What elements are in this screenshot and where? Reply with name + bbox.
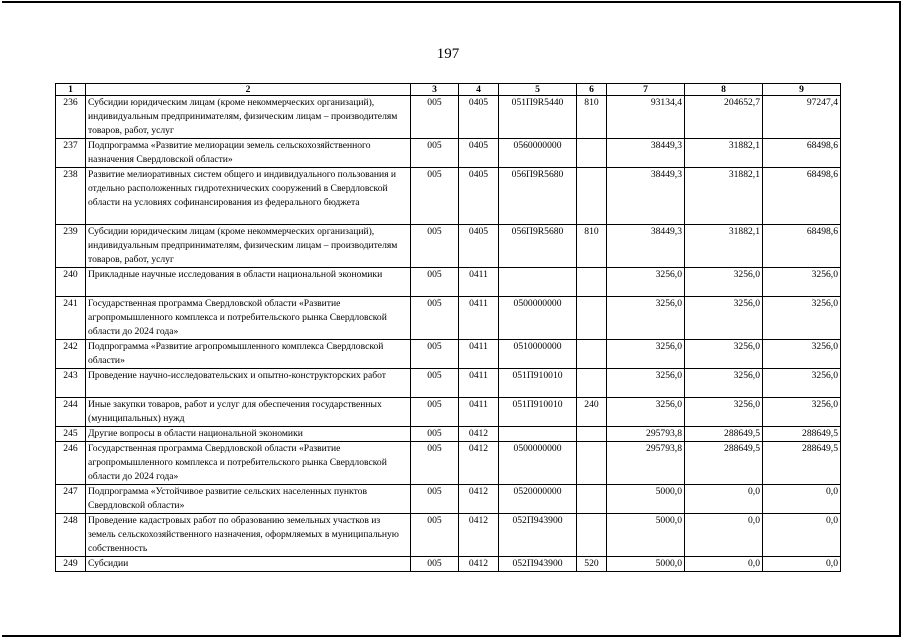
target-code-cell: 052П943900	[499, 514, 577, 557]
amount-year3-cell: 3256,0	[763, 268, 841, 297]
row-number-cell: 245	[56, 427, 86, 442]
amount-year3-cell: 3256,0	[763, 297, 841, 340]
admin-code-cell: 005	[411, 139, 459, 168]
expense-type-cell	[577, 369, 607, 398]
expense-type-cell	[577, 442, 607, 485]
table-row	[56, 514, 841, 557]
amount-year3-cell: 3256,0	[763, 369, 841, 398]
section-code-cell: 0411	[459, 297, 499, 340]
table-row	[56, 168, 841, 225]
column-header: 5	[499, 84, 577, 96]
amount-year3-cell: 97247,4	[763, 96, 841, 139]
amount-year3-cell: 288649,5	[763, 427, 841, 442]
row-number-cell: 243	[56, 369, 86, 398]
section-code-cell: 0412	[459, 514, 499, 557]
table-row	[56, 139, 841, 168]
row-number-cell: 249	[56, 557, 86, 572]
amount-year2-cell: 3256,0	[685, 297, 763, 340]
amount-year3-cell: 68498,6	[763, 168, 841, 225]
section-code-cell: 0411	[459, 398, 499, 427]
amount-year2-cell: 31882,1	[685, 225, 763, 268]
amount-year2-cell: 31882,1	[685, 168, 763, 225]
table-row	[56, 369, 841, 398]
amount-year2-cell: 288649,5	[685, 427, 763, 442]
expense-type-cell	[577, 485, 607, 514]
expense-type-cell	[577, 514, 607, 557]
expense-type-cell: 810	[577, 225, 607, 268]
amount-year2-cell: 3256,0	[685, 369, 763, 398]
amount-year3-cell: 0,0	[763, 485, 841, 514]
row-name-cell: Проведение научно-исследовательских и опытно-конструкторских работ	[86, 369, 411, 398]
target-code-cell: 0500000000	[499, 442, 577, 485]
target-code-cell: 0520000000	[499, 485, 577, 514]
section-code-cell: 0405	[459, 139, 499, 168]
amount-year1-cell: 295793,8	[607, 442, 685, 485]
amount-year3-cell: 3256,0	[763, 340, 841, 369]
amount-year1-cell: 5000,0	[607, 557, 685, 572]
table-row	[56, 225, 841, 268]
admin-code-cell: 005	[411, 340, 459, 369]
target-code-cell: 0500000000	[499, 297, 577, 340]
amount-year2-cell: 0,0	[685, 514, 763, 557]
row-number-cell: 242	[56, 340, 86, 369]
column-header: 3	[411, 84, 459, 96]
admin-code-cell: 005	[411, 268, 459, 297]
row-name-cell: Субсидии	[86, 557, 411, 572]
target-code-cell: 051П9R5440	[499, 96, 577, 139]
column-header: 1	[56, 84, 86, 96]
amount-year2-cell: 0,0	[685, 557, 763, 572]
column-header: 4	[459, 84, 499, 96]
section-code-cell: 0411	[459, 369, 499, 398]
expense-type-cell: 810	[577, 96, 607, 139]
table-body	[56, 96, 841, 572]
row-name-cell: Иные закупки товаров, работ и услуг для обеспечения государственных (муниципальных) нужд	[86, 398, 411, 427]
row-name-cell: Проведение кадастровых работ по образованию земельных участков из земель сельскохозяйственного назначения, оформляемых в муниципальную собственность	[86, 514, 411, 557]
section-code-cell: 0412	[459, 442, 499, 485]
section-code-cell: 0412	[459, 427, 499, 442]
expense-type-cell	[577, 340, 607, 369]
amount-year1-cell: 3256,0	[607, 369, 685, 398]
amount-year1-cell: 3256,0	[607, 297, 685, 340]
column-header: 7	[607, 84, 685, 96]
column-header: 8	[685, 84, 763, 96]
section-code-cell: 0412	[459, 485, 499, 514]
amount-year3-cell: 3256,0	[763, 398, 841, 427]
admin-code-cell: 005	[411, 297, 459, 340]
amount-year3-cell: 68498,6	[763, 225, 841, 268]
row-name-cell: Подпрограмма «Устойчивое развитие сельских населенных пунктов Свердловской области»	[86, 485, 411, 514]
amount-year1-cell: 5000,0	[607, 514, 685, 557]
amount-year2-cell: 31882,1	[685, 139, 763, 168]
table-row	[56, 268, 841, 297]
table-row	[56, 442, 841, 485]
admin-code-cell: 005	[411, 442, 459, 485]
page-number: 197	[436, 46, 460, 62]
amount-year1-cell: 3256,0	[607, 398, 685, 427]
target-code-cell	[499, 268, 577, 297]
row-number-cell: 244	[56, 398, 86, 427]
admin-code-cell: 005	[411, 398, 459, 427]
target-code-cell: 051П910010	[499, 398, 577, 427]
row-number-cell: 237	[56, 139, 86, 168]
amount-year1-cell: 38449,3	[607, 225, 685, 268]
expense-type-cell	[577, 268, 607, 297]
admin-code-cell: 005	[411, 96, 459, 139]
row-name-cell: Прикладные научные исследования в области национальной экономики	[86, 268, 411, 297]
amount-year3-cell: 288649,5	[763, 442, 841, 485]
section-code-cell: 0412	[459, 557, 499, 572]
target-code-cell: 056П9R5680	[499, 225, 577, 268]
row-number-cell: 247	[56, 485, 86, 514]
table-row	[56, 427, 841, 442]
amount-year2-cell: 3256,0	[685, 340, 763, 369]
row-number-cell: 238	[56, 168, 86, 225]
table-row	[56, 297, 841, 340]
row-name-cell: Подпрограмма «Развитие мелиорации земель сельскохозяйственного назначения Свердловской области»	[86, 139, 411, 168]
row-number-cell: 239	[56, 225, 86, 268]
row-name-cell: Субсидии юридическим лицам (кроме некоммерческих организаций), индивидуальным предпринимателям, физическим лицам – производителям товаров, работ, услуг	[86, 225, 411, 268]
target-code-cell: 056П9R5680	[499, 168, 577, 225]
target-code-cell: 052П943900	[499, 557, 577, 572]
amount-year3-cell: 0,0	[763, 514, 841, 557]
expense-type-cell: 240	[577, 398, 607, 427]
table-row	[56, 557, 841, 572]
column-header: 2	[86, 84, 411, 96]
row-name-cell: Субсидии юридическим лицам (кроме некоммерческих организаций), индивидуальным предпринимателям, физическим лицам – производителям товаров, работ, услуг	[86, 96, 411, 139]
section-code-cell: 0405	[459, 96, 499, 139]
expense-type-cell	[577, 168, 607, 225]
row-number-cell: 246	[56, 442, 86, 485]
amount-year3-cell: 0,0	[763, 557, 841, 572]
column-header: 6	[577, 84, 607, 96]
amount-year2-cell: 204652,7	[685, 96, 763, 139]
column-header: 9	[763, 84, 841, 96]
section-code-cell: 0411	[459, 268, 499, 297]
expense-type-cell: 520	[577, 557, 607, 572]
row-number-cell: 236	[56, 96, 86, 139]
target-code-cell	[499, 427, 577, 442]
row-name-cell: Государственная программа Свердловской области «Развитие агропромышленного комплекса и потребительского рынка Свердловской области до 2024 года»	[86, 297, 411, 340]
amount-year2-cell: 288649,5	[685, 442, 763, 485]
budget-table	[55, 83, 841, 572]
admin-code-cell: 005	[411, 485, 459, 514]
section-code-cell: 0405	[459, 225, 499, 268]
target-code-cell: 051П910010	[499, 369, 577, 398]
row-number-cell: 241	[56, 297, 86, 340]
admin-code-cell: 005	[411, 168, 459, 225]
header-row	[56, 84, 841, 96]
amount-year1-cell: 3256,0	[607, 268, 685, 297]
table-row	[56, 340, 841, 369]
row-name-cell: Другие вопросы в области национальной экономики	[86, 427, 411, 442]
amount-year1-cell: 38449,3	[607, 168, 685, 225]
expense-type-cell	[577, 427, 607, 442]
amount-year1-cell: 93134,4	[607, 96, 685, 139]
amount-year3-cell: 68498,6	[763, 139, 841, 168]
row-number-cell: 240	[56, 268, 86, 297]
target-code-cell: 0560000000	[499, 139, 577, 168]
admin-code-cell: 005	[411, 514, 459, 557]
row-number-cell: 248	[56, 514, 86, 557]
amount-year2-cell: 0,0	[685, 485, 763, 514]
row-name-cell: Развитие мелиоративных систем общего и индивидуального пользования и отдельно расположенных гидротехнических сооружений в Свердловской области на условиях софинансирования из федерального бюджета	[86, 168, 411, 225]
row-name-cell: Государственная программа Свердловской области «Развитие агропромышленного комплекса и потребительского рынка Свердловской области до 2024 года»	[86, 442, 411, 485]
expense-type-cell	[577, 297, 607, 340]
table-row	[56, 398, 841, 427]
row-name-cell: Подпрограмма «Развитие агропромышленного комплекса Свердловской области»	[86, 340, 411, 369]
amount-year1-cell: 3256,0	[607, 340, 685, 369]
table-row	[56, 485, 841, 514]
admin-code-cell: 005	[411, 225, 459, 268]
section-code-cell: 0411	[459, 340, 499, 369]
expense-type-cell	[577, 139, 607, 168]
admin-code-cell: 005	[411, 369, 459, 398]
amount-year1-cell: 295793,8	[607, 427, 685, 442]
section-code-cell: 0405	[459, 168, 499, 225]
target-code-cell: 0510000000	[499, 340, 577, 369]
table-row	[56, 96, 841, 139]
admin-code-cell: 005	[411, 427, 459, 442]
amount-year1-cell: 38449,3	[607, 139, 685, 168]
amount-year2-cell: 3256,0	[685, 398, 763, 427]
admin-code-cell: 005	[411, 557, 459, 572]
amount-year2-cell: 3256,0	[685, 268, 763, 297]
amount-year1-cell: 5000,0	[607, 485, 685, 514]
